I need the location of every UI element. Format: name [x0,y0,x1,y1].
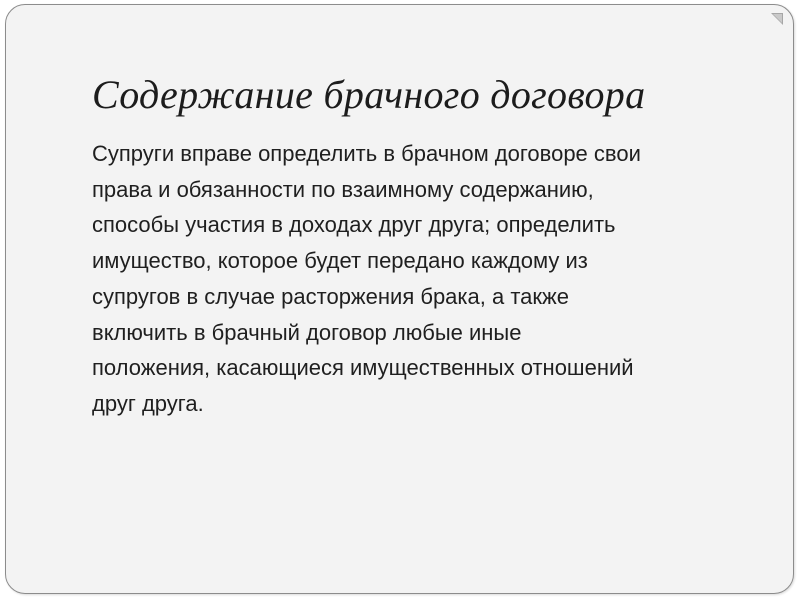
body-line: супругов в случае расторжения брака, а также [92,283,569,309]
triangle-ornament-icon [769,11,785,27]
body-line: способы участия в доходах друг друга; определить [92,212,616,238]
body-line: включить в брачный договор любые иные [92,319,522,345]
body-line: имущество, которое будет передано каждому из [92,248,588,274]
slide-body-text [92,136,782,422]
body-line: положения, касающиеся имущественных отношений [92,355,634,381]
slide-title: Содержание брачного договора [92,72,646,117]
body-line: друг друга. [92,390,204,416]
slide [5,4,794,594]
body-line: права и обязанности по взаимному содержанию, [92,176,594,202]
body-line: Супруги вправе определить в брачном договоре свои [92,141,641,166]
